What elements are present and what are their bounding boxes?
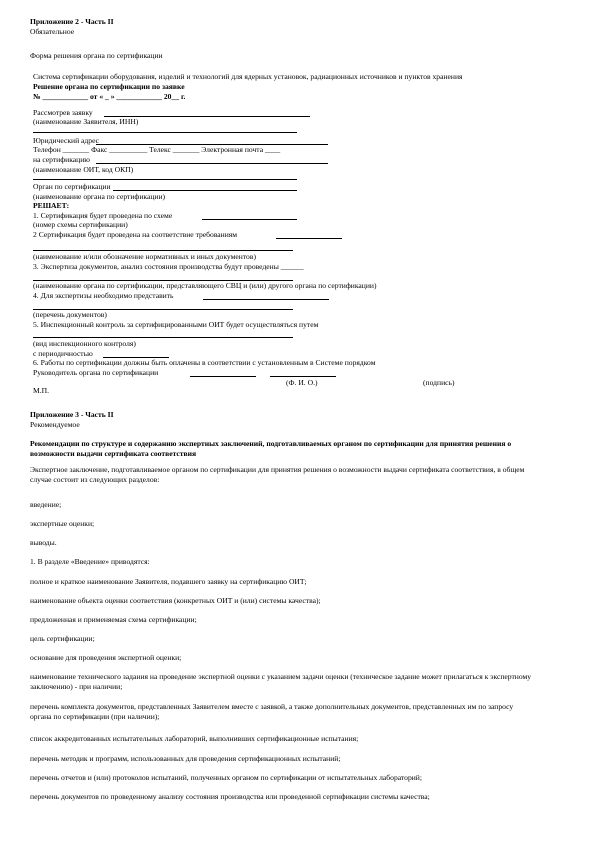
- intro-item: наименование объекта оценки соответствия (конкретных ОИТ и (или) системы качества);: [30, 596, 321, 605]
- blank-line: [33, 132, 297, 133]
- blank-line: [33, 179, 297, 180]
- fio-caption: (Ф. И. О.): [286, 378, 318, 387]
- form-title: Форма решения органа по сертификации: [30, 51, 163, 60]
- appendix2-title: Приложение 2 - Часть II: [30, 17, 114, 26]
- appendix3-title: Приложение 3 - Часть II: [30, 410, 114, 419]
- body-caption: (наименование органа по сертификации): [33, 192, 166, 201]
- item3: 3. Экспертиза документов, анализ состояния производства будут проведены ______: [33, 262, 304, 271]
- oit-line: [96, 163, 328, 164]
- intro-item: список аккредитованных испытательных лабораторий, выполнивших сертификационные испытания;: [30, 734, 359, 743]
- intro-item: перечень методик и программ, использованных для проведения сертификационных испытаний;: [30, 754, 341, 763]
- stamp-label: М.П.: [33, 386, 50, 395]
- decided-label: РЕШАЕТ:: [33, 201, 70, 210]
- body-line: [113, 190, 297, 191]
- for-cert-label: на сертификацию: [33, 155, 90, 164]
- blank-line: [33, 337, 293, 338]
- item5-caption: (вид инспекционного контроля): [33, 339, 136, 348]
- oit-caption: (наименование ОИТ, код ОКП): [33, 165, 134, 174]
- section-item: введение;: [30, 500, 62, 509]
- section-item: выводы.: [30, 538, 57, 547]
- item2-line: [276, 238, 342, 239]
- item2: 2 Сертификация будет проведена на соответствие требованиям: [33, 230, 238, 239]
- sign-caption: (подпись): [423, 378, 455, 387]
- appendix3-status: Рекомендуемое: [30, 420, 80, 429]
- system-line: Система сертификации оборудования, изделий и технологий для ядерных установок, радиационных источников и пунктов хранения: [33, 72, 463, 81]
- applicant-caption: (наименование Заявителя, ИНН): [33, 117, 139, 126]
- intro-item: полное и краткое наименование Заявителя, подавшего заявку на сертификацию ОИТ;: [30, 577, 307, 586]
- body-label: Орган по сертификации: [33, 182, 111, 191]
- item1-line: [202, 219, 297, 220]
- blank-line: [33, 250, 293, 251]
- periodicity-label: с периодичностью: [33, 349, 93, 358]
- appendix2-status: Обязательное: [30, 27, 75, 36]
- intro-item: перечень комплекта документов, представленных Заявителем вместе с заявкой, а также дополнительных документов, представленных им по запросу органа по сертификации (при наличии);: [30, 702, 514, 721]
- fio-line: [190, 376, 256, 377]
- decision-title: Решение органа по сертификации по заявке: [33, 82, 185, 91]
- item5: 5. Инспекционный контроль за сертифицированными ОИТ будет осуществляться путем: [33, 320, 319, 329]
- contacts-line: Телефон _______ Факс __________ Телекс _______ Электронная почта ____: [33, 145, 281, 154]
- intro-section-heading: 1. В разделе «Введение» приводятся:: [30, 557, 150, 566]
- intro-item: предложенная и применяемая схема сертификации;: [30, 615, 197, 624]
- item3-caption: (наименование органа по сертификации, представляющего СВЦ и (или) другого органа по сертификации): [33, 281, 377, 290]
- item4-line: [203, 299, 329, 300]
- intro-item: основание для проведения экспертной оценки;: [30, 653, 182, 662]
- number-line: № ____________ от « _ » ____________ 20__ г.: [33, 92, 186, 101]
- legal-address: Юридический адрес: [33, 136, 100, 145]
- intro-item: перечень документов по проведенному анализу состояния производства или проведенной сертификации системы качества;: [30, 792, 430, 801]
- item1-caption: (номер схемы сертификации): [33, 220, 128, 229]
- intro-item: наименование технического задания на проведение экспертной оценки с указанием задачи оценки (техническое задание может прилагаться к экспертному заключению) - при наличии;: [30, 672, 532, 691]
- section-item: экспертные оценки;: [30, 519, 95, 528]
- sign-line: [270, 376, 336, 377]
- item1: 1. Сертификация будет проведена по схеме: [33, 211, 173, 220]
- item2-caption: (наименование и/или обозначение нормативных и иных документов): [33, 252, 256, 261]
- intro-item: перечень отчетов и (или) протоколов испытаний, полученных органом по сертификации от испытательных лабораторий;: [30, 773, 422, 782]
- reviewed-label: Рассмотрев заявку: [33, 108, 93, 117]
- head-label: Руководитель органа по сертификации: [33, 368, 159, 377]
- item6: 6. Работы по сертификации должны быть оплачены в соответствии с установленным в Системе порядком: [33, 358, 376, 367]
- item4: 4. Для экспертизы необходимо представить: [33, 291, 174, 300]
- appendix3-heading: Рекомендации по структуре и содержанию экспертных заключений, подготавливаемых органом по сертификации для принятия решения о возможности выдачи сертификата соответствия: [30, 439, 512, 458]
- intro-item: цель сертификации;: [30, 634, 95, 643]
- appendix3-intro: Экспертное заключение, подготавливаемое органом по сертификации для принятия решения о возможности выдачи сертификата соответствия, в общем случае состоит из следующих разделов:: [30, 465, 525, 484]
- item4-caption: (перечень документов): [33, 310, 107, 319]
